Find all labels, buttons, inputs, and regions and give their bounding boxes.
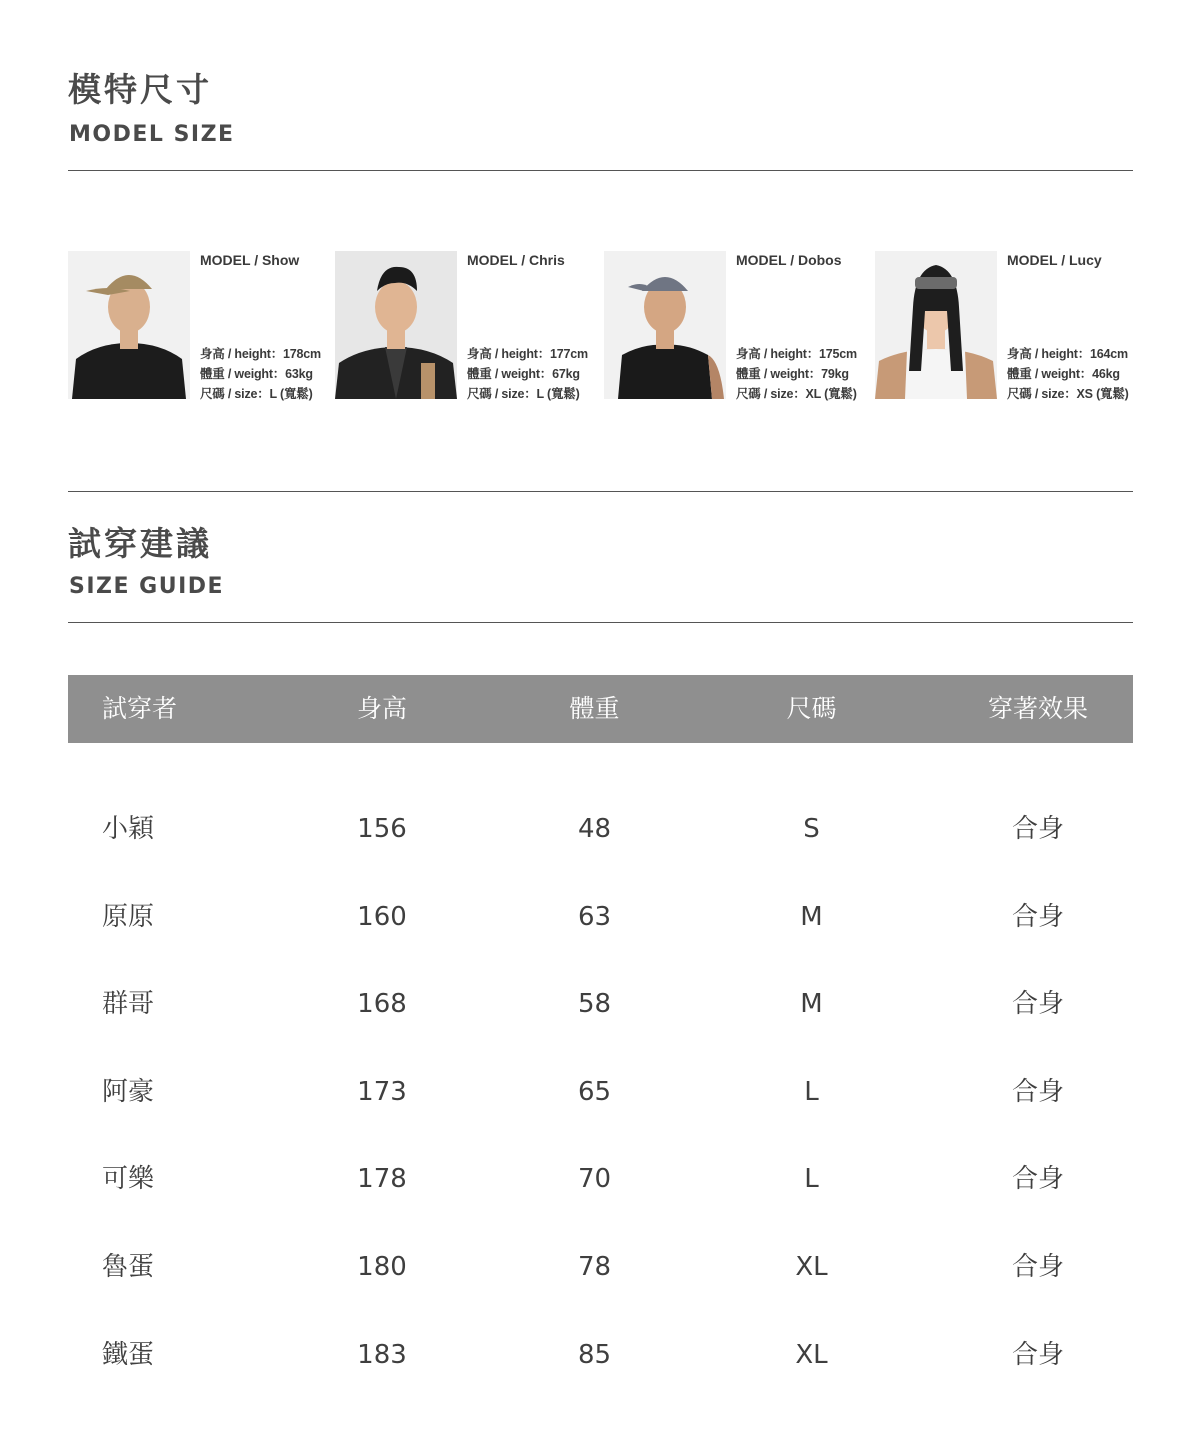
model-size: 尺碼 / size：XS (寬鬆): [1007, 387, 1129, 401]
cell-height: 173: [357, 1076, 407, 1107]
header-wearer: 試穿者: [102, 694, 178, 723]
cell-height: 178: [357, 1164, 407, 1195]
cell-weight: 78: [577, 1252, 612, 1282]
header-weight: 體重: [569, 694, 620, 723]
cell-weight: 58: [577, 989, 612, 1020]
divider: [68, 491, 1133, 492]
cell-wearer: 阿豪: [102, 1076, 155, 1107]
model-card: [68, 251, 328, 399]
model-weight: 體重 / weight：46kg: [1007, 367, 1120, 381]
cell-height: 180: [357, 1252, 407, 1282]
cell-weight: 48: [577, 814, 612, 844]
model-card: [875, 251, 1135, 399]
size-guide-title-en: SIZE GUIDE: [69, 574, 225, 599]
model-name: MODEL / Dobos: [736, 252, 842, 268]
cell-wearer: 小穎: [102, 814, 155, 844]
header-fit: 穿著效果: [987, 694, 1088, 723]
model-photo: [68, 251, 190, 399]
table-row: [68, 1149, 1133, 1209]
cell-wearer: 魯蛋: [102, 1252, 155, 1282]
cell-fit: 合身: [1011, 1252, 1064, 1282]
table-row: [68, 1062, 1133, 1122]
model-size: 尺碼 / size：L (寬鬆): [467, 387, 580, 401]
table-row: [68, 1237, 1133, 1297]
cell-size: XL: [795, 1339, 828, 1370]
model-height: 身高 / height：178cm: [200, 347, 321, 361]
cell-size: M: [800, 901, 823, 932]
model-weight: 體重 / weight：79kg: [736, 367, 849, 381]
cell-fit: 合身: [1011, 814, 1064, 844]
cell-height: 183: [357, 1339, 407, 1370]
size-table-header: [68, 675, 1133, 743]
cell-size: M: [800, 989, 823, 1020]
model-weight: 體重 / weight：63kg: [200, 367, 313, 381]
cell-fit: 合身: [1011, 989, 1064, 1020]
model-weight: 體重 / weight：67kg: [467, 367, 580, 381]
header-size: 尺碼: [786, 694, 837, 723]
model-card: [604, 251, 864, 399]
model-height: 身高 / height：164cm: [1007, 347, 1128, 361]
model-photo-illustration: [68, 251, 190, 399]
model-photo-illustration: [335, 251, 457, 399]
model-name: MODEL / Lucy: [1007, 252, 1102, 268]
cell-fit: 合身: [1011, 1164, 1064, 1195]
model-name: MODEL / Show: [200, 252, 300, 268]
cell-wearer: 可樂: [102, 1164, 155, 1195]
model-photo: [875, 251, 997, 399]
cell-wearer: 原原: [102, 901, 155, 932]
cell-fit: 合身: [1011, 901, 1064, 932]
cell-height: 168: [357, 989, 407, 1020]
model-photo: [335, 251, 457, 399]
cell-weight: 65: [577, 1076, 612, 1107]
model-photo: [604, 251, 726, 399]
table-row: [68, 887, 1133, 947]
cell-weight: 85: [577, 1339, 612, 1370]
cell-wearer: 群哥: [102, 989, 155, 1020]
cell-fit: 合身: [1011, 1339, 1064, 1370]
model-size: 尺碼 / size：L (寬鬆): [200, 387, 313, 401]
cell-height: 160: [357, 901, 407, 932]
header-height: 身高: [356, 694, 407, 723]
divider: [68, 622, 1133, 623]
cell-wearer: 鐵蛋: [102, 1339, 155, 1370]
model-photo-illustration: [875, 251, 997, 399]
model-size-title-en: MODEL SIZE: [69, 122, 235, 147]
table-row: [68, 799, 1133, 859]
divider: [68, 170, 1133, 171]
cell-weight: 63: [577, 901, 612, 932]
size-guide-title-zh: 試穿建議: [68, 524, 212, 563]
table-row: [68, 974, 1133, 1034]
cell-weight: 70: [577, 1164, 612, 1195]
model-size-title-zh: 模特尺寸: [68, 70, 212, 109]
model-card: [335, 251, 595, 399]
cell-size: L: [804, 1076, 819, 1107]
cell-fit: 合身: [1011, 1076, 1064, 1107]
cell-size: XL: [795, 1252, 828, 1282]
cell-size: L: [804, 1164, 819, 1195]
model-name: MODEL / Chris: [467, 252, 565, 268]
model-height: 身高 / height：177cm: [467, 347, 588, 361]
table-row: [68, 1325, 1133, 1385]
cell-height: 156: [357, 814, 407, 844]
cell-size: S: [803, 814, 820, 844]
model-photo-illustration: [604, 251, 726, 399]
model-height: 身高 / height：175cm: [736, 347, 857, 361]
model-size: 尺碼 / size：XL (寬鬆): [736, 387, 857, 401]
